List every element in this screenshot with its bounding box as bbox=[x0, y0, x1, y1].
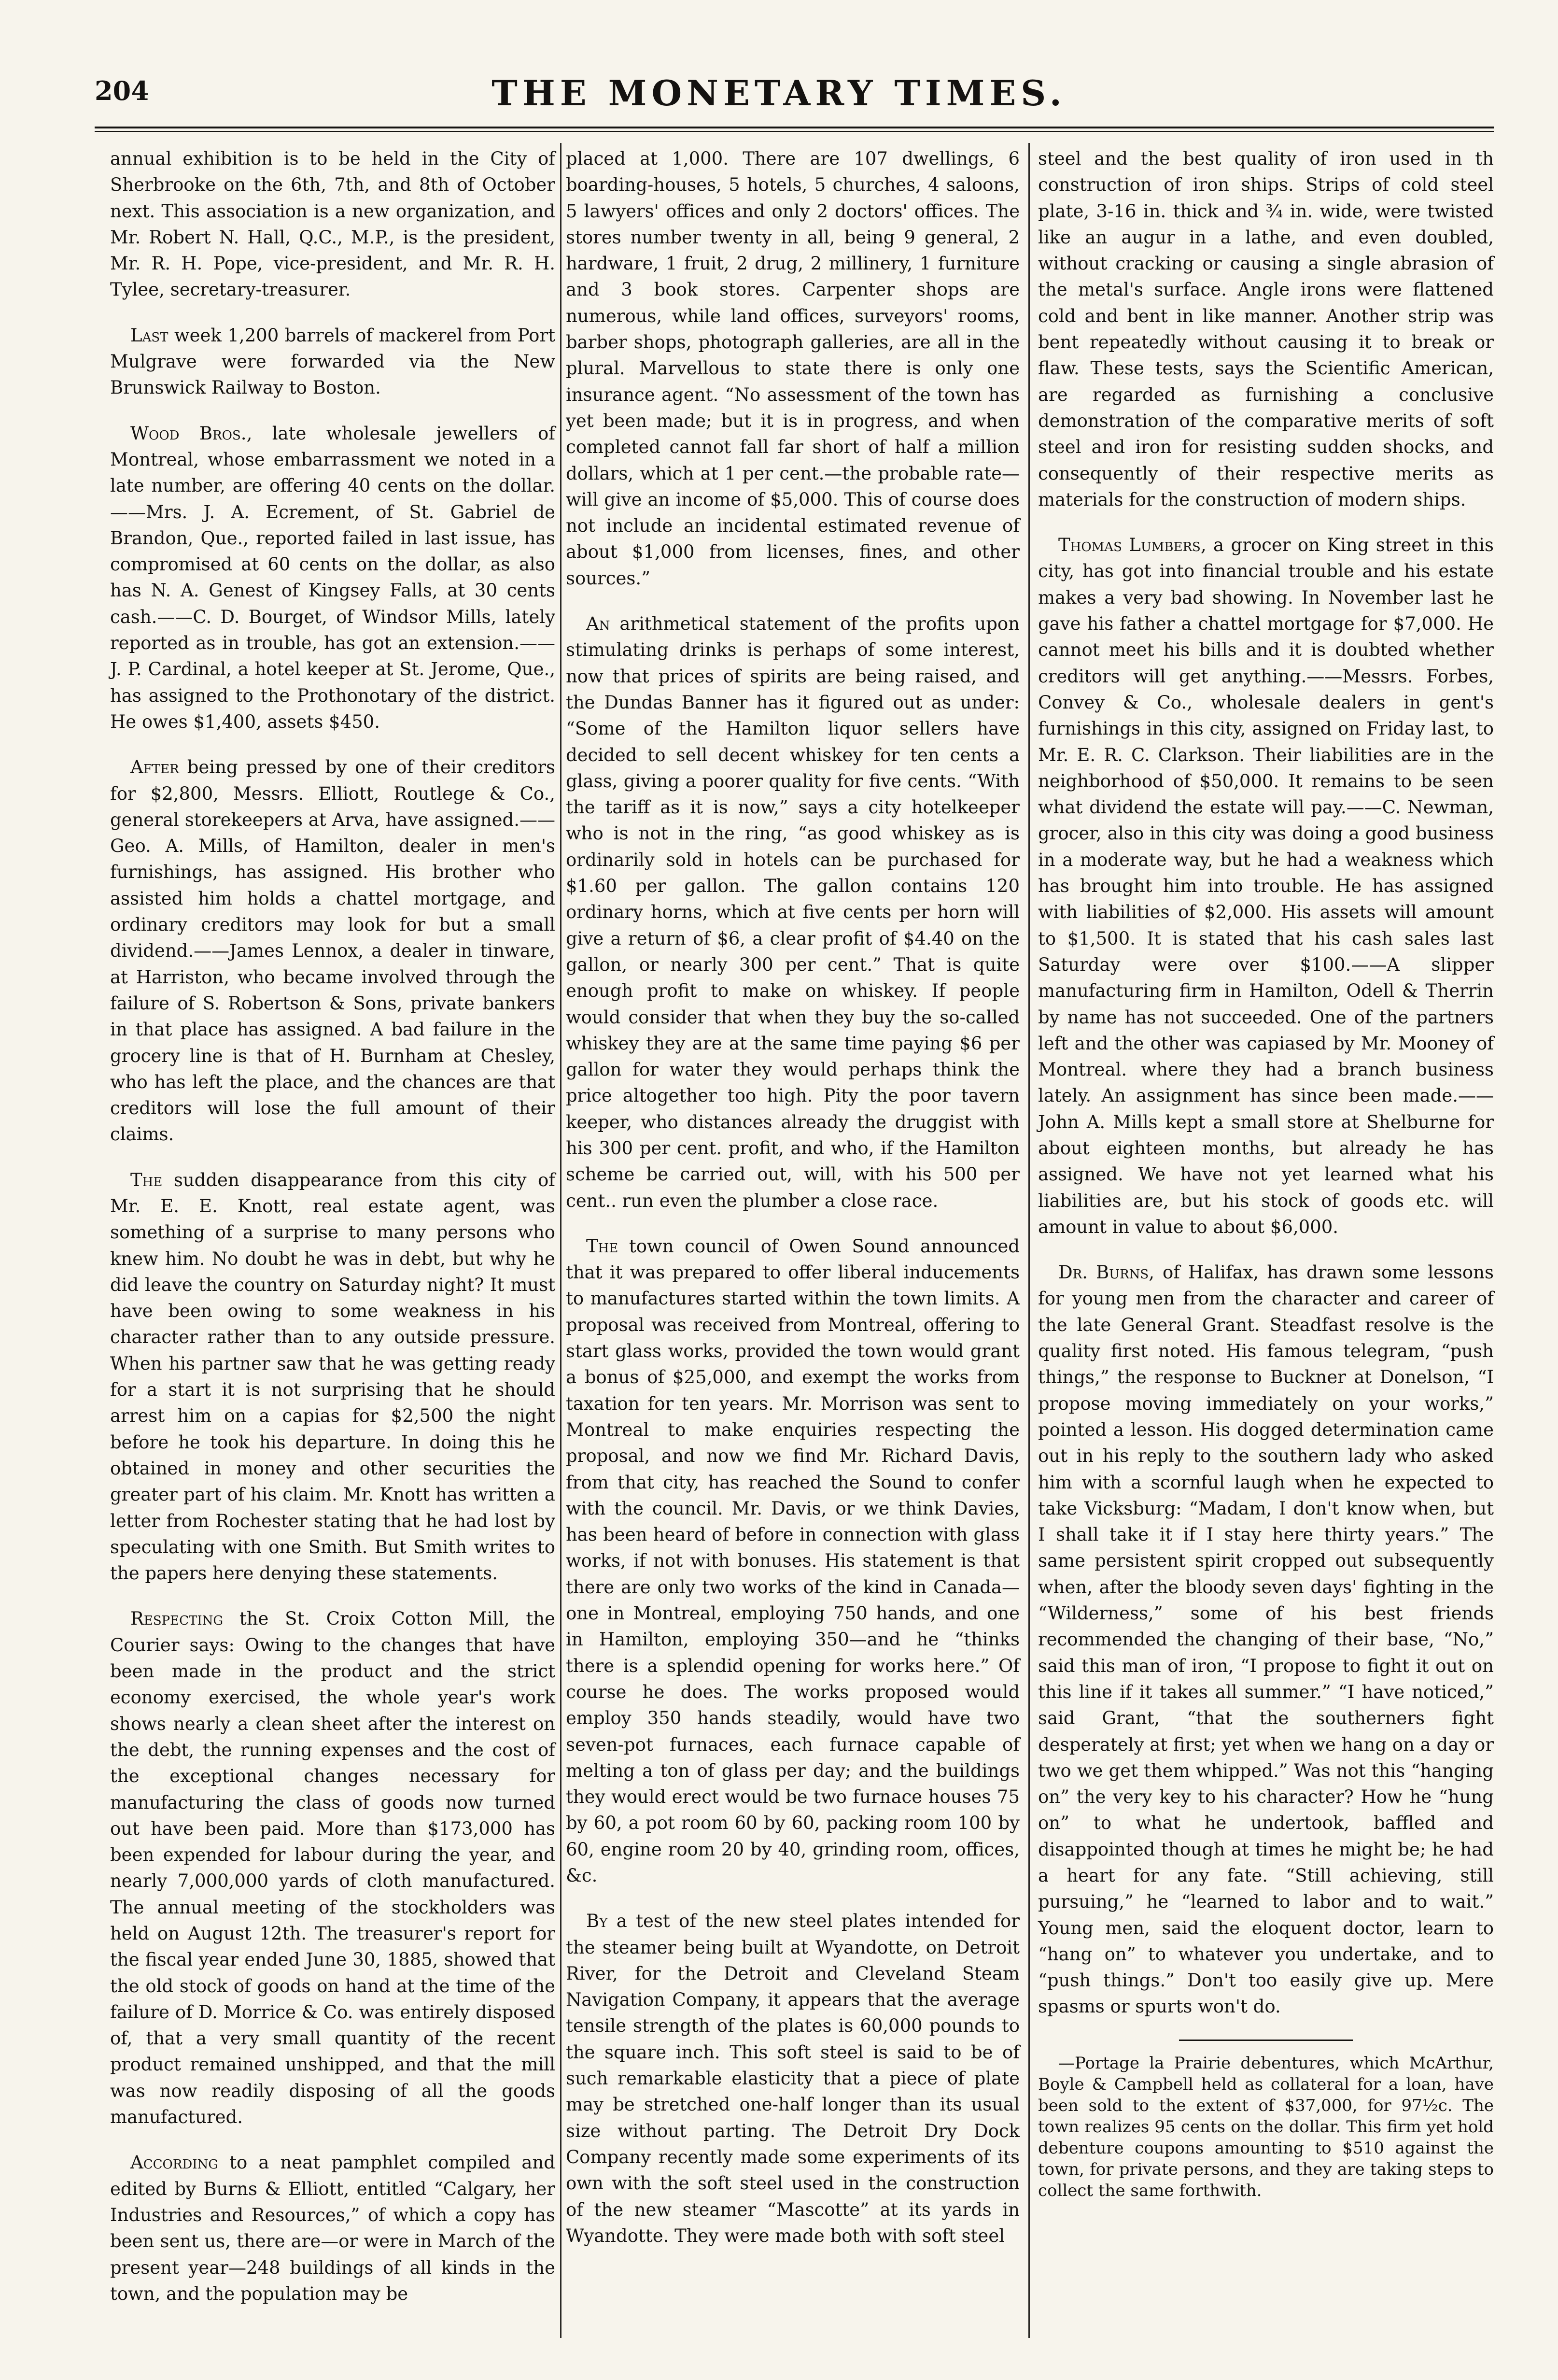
article-paragraph: Respecting the St. Croix Cotton Mill, the Courier says: Owing to the changes that have been made in the product and the strict economy exercised, the whole year's work shows nearly a clean sheet after the interest on the debt, the running expenses and the cost of the exceptional changes necessary for manufacturing the class of goods now turned out have been paid. More than $173,000 has been expended for labour during the year, and nearly 7,000,000 yards of cloth manufactured. The annual meeting of the stockholders was held on August 12th. The treasurer's report for the fiscal year ended June 30, 1885, showed that the old stock of goods on hand at the time of the failure of D. Morrice & Co. was entirely disposed of, that a very small quantity of the recent product remained unshipped, and that the mill was now readily disposing of all the goods manufactured. bbox=[110, 1608, 555, 2128]
news-note: —Portage la Prairie debentures, which McArthur, Boyle & Campbell held as collateral for a loan, have been sold to the extent of $37,000, for 97½c. The town realizes 95 cents on the dollar. This firm yet hold debenture coupons amounting to $510 against the town, for private persons, and they are taking steps to collect the same forthwith. bbox=[1038, 2053, 1494, 2200]
article-paragraph: Last week 1,200 barrels of mackerel from Port Mulgrave were forwarded via the New Brunswick Railway to Boston. bbox=[110, 325, 555, 398]
article-paragraph: The sudden disappearance from this city of Mr. E. E. Knott, real estate agent, was something of a surprise to many persons who knew him. No doubt he was in debt, but why he did leave the country on Saturday night? It must have been owing to some weakness in his character rather than to any outside pressure. When his partner saw that he was getting ready for a start it is not surprising that he should arrest him on a capias for $2,500 the night before he took his departure. In doing this he obtained in money and other securities the greater part of his claim. Mr. Knott has written a letter from Rochester stating that he had lost by speculating with one Smith. But Smith writes to the papers here denying these statements. bbox=[110, 1169, 555, 1584]
column-2 bbox=[566, 146, 1020, 2268]
article-paragraph: By a test of the new steel plates intended for the steamer being built at Wyandotte, on Detroit River, for the Detroit and Cleveland Steam Navigation Company, it appears that the average tensile strength of the plates is 60,000 pounds to the square inch. This soft steel is said to be of such remarkable elasticity that a piece of plate may be stretched one-half longer than its usual size without parting. The Detroit Dry Dock Company recently made some experiments of its own with the soft steel used in the construction of the new steamer “Mascotte” at its yards in Wyandotte. They were made both with soft steel bbox=[566, 1911, 1020, 2246]
article-paragraph: After being pressed by one of their creditors for $2,800, Messrs. Elliott, Routlege & Co., general storekeepers at Arva, have assigned.——Geo. A. Mills, of Hamilton, dealer in men's furnishings, has assigned. His brother who assisted him holds a chattel mortgage, and ordinary creditors may look for but a small dividend.——James Lennox, a dealer in tinware, at Harriston, who became involved through the failure of S. Robertson & Sons, private bankers in that place has assigned. A bad failure in the grocery line is that of H. Burnham at Chesley, who has left the place, and the chances are that creditors will lose the full amount of their claims. bbox=[110, 757, 555, 1145]
article-paragraph: steel and the best quality of iron used in th construction of iron ships. Strips of cold steel plate, 3-16 in. thick and ¾ in. wide, were twisted like an augur in a lathe, and even doubled, without cracking or causing a single abrasion of the metal's surface. Angle irons were flattened cold and bent in like manner. Another strip was bent repeatedly without causing it to break or flaw. These tests, says the Scientific American, are regarded as furnishing a conclusive demonstration of the comparative merits of soft steel and iron for resisting sudden shocks, and consequently of their respective merits as materials for the construction of modern ships. bbox=[1038, 148, 1494, 510]
column-divider bbox=[560, 143, 561, 2338]
column-divider bbox=[1028, 143, 1030, 2338]
header-rule bbox=[95, 127, 1494, 132]
page-number: 204 bbox=[95, 75, 149, 106]
article-paragraph: Wood Bros., late wholesale jewellers of Montreal, whose embarrassment we noted in a late number, are offering 40 cents on the dollar.——Mrs. J. A. Ecrement, of St. Gabriel de Brandon, Que., reported failed in last issue, has compromised at 60 cents on the dollar, as also has N. A. Genest of Kingsey Falls, at 30 cents cash.——C. D. Bourget, of Windsor Mills, lately reported as in trouble, has got an extension.——J. P. Cardinal, a hotel keeper at St. Jerome, Que., has assigned to the Prothonotary of the district. He owes $1,400, assets $450. bbox=[110, 423, 556, 732]
article-paragraph: An arithmetical statement of the profits upon stimulating drinks is perhaps of some interest, now that prices of spirits are being raised, and the Dundas Banner has it figured out as under: “Some of the Hamilton liquor sellers have decided to sell decent whiskey for ten cents a glass, giving a poorer quality for five cents. “With the tariff as it is now,” says a city hotelkeeper who is not in the ring, “as good whiskey as is ordinarily sold in hotels can be purchased for $1.60 per gallon. The gallon contains 120 ordinary horns, which at five cents per horn will give a return of $6, a clear profit of $4.40 on the gallon, or nearly 300 per cent.” That is quite enough profit to make on whiskey. If people would consider that when they buy the so-called whiskey they are at the same time paying $6 per gallon for water they would perhaps think the price altogether too high. Pity the poor tavern keeper, who distances already the druggist with his 300 per cent. profit, and who, if the Hamilton scheme be carried out, will, with his 500 per cent.. run even the plumber a close race. bbox=[566, 613, 1020, 1211]
article-paragraph: placed at 1,000. There are 107 dwellings, 6 boarding-houses, 5 hotels, 5 churches, 4 saloons, 5 lawyers' offices and only 2 doctors' offices. The stores number twenty in all, being 9 general, 2 hardware, 1 fruit, 2 drug, 2 millinery, 1 furniture and 3 book stores. Carpenter shops are numerous, while land offices, surveyors' rooms, barber shops, photograph galleries, are all in the plural. Marvellous to state there is only one insurance agent. “No assessment of the town has yet been made; but it is in progress, and when completed cannot fall far short of half a million dollars, which at 1 per cent.—the probable rate—will give an income of $5,000. This of course does not include an incidental estimated revenue of about $1,000 from licenses, fines, and other sources.” bbox=[566, 148, 1020, 589]
section-separator bbox=[1179, 2040, 1353, 2041]
article-paragraph: Thomas Lumbers, a grocer on King street in this city, has got into financial trouble and his estate makes a very bad showing. In November last he gave his father a chattel mortgage for $7,000. He cannot meet his bills and it is doubted whether creditors will get anything.——Messrs. Forbes, Convey & Co., wholesale dealers in gent's furnishings in this city, assigned on Friday last, to Mr. E. R. C. Clarkson. Their liabilities are in the neighborhood of $50,000. It remains to be seen what dividend the estate will pay.——C. Newman, grocer, also in this city was doing a good business in a moderate way, but he had a weakness which has brought him into trouble. He has assigned with liabilities of $2,000. His assets will amount to $1,500. It is stated that his cash sales last Saturday were over $100.——A slipper manufacturing firm in Hamilton, Odell & Therrin by name has not succeeded. One of the partners left and the other was capiased by Mr. Mooney of Montreal. where they had a branch business lately. An assignment has since been made.——John A. Mills kept a small store at Shelburne for about eighteen months, but already he has assigned. We have not yet learned what his liabilities are, but his stock of goods etc. will amount in value to about $6,000. bbox=[1038, 535, 1494, 1237]
article-paragraph: Dr. Burns, of Halifax, has drawn some lessons for young men from the character and career of the late General Grant. Steadfast resolve is the quality first noted. His famous telegram, “push things,” the response to Buckner at Donelson, “I propose moving immediately on your works,” pointed a lesson. His dogged determination came out in his reply to the southern lady who asked him with a scornful laugh when he expected to take Vicksburg: “Madam, I don't know when, but I shall take it if I stay here thirty years.” The same persistent spirit cropped out subsequently when, after the bloody seven days' fighting in the “Wilderness,” some of his best friends recommended the changing of their base, “No,” said this man of iron, “I propose to fight it out on this line if it takes all summer.” “I have noticed,” said Grant, “that the southerners fight desperately at first; yet when we hang on a day or two we get them whipped.” Was not this “hanging on” the very key to his character? How he “hung on” to what he undertook, baffled and disappointed though at times he might be; he had a heart for any fate. “Still achieving, still pursuing,” he “learned to labor and to wait.” Young men, said the eloquent doctor, learn to “hang on” to whatever you undertake, and to “push things.” Don't too easily give up. Mere spasms or spurts won't do. bbox=[1038, 1262, 1494, 2017]
column-1 bbox=[110, 146, 555, 2326]
article-paragraph: According to a neat pamphlet compiled and edited by Burns & Elliott, entitled “Calgary, her Industries and Resources,” of which a copy has been sent us, there are—or were in March of the present year—248 buildings of all kinds in the town, and the population may be bbox=[110, 2152, 555, 2304]
column-3 bbox=[1038, 146, 1494, 2221]
masthead-title: THE MONETARY TIMES. bbox=[491, 72, 1067, 113]
article-paragraph: The town council of Owen Sound announced that it was prepared to offer liberal inducements to manufactures started within the town limits. A proposal was received from Montreal, offering to start glass works, provided the town would grant a bonus of $25,000, and exempt the works from taxation for ten years. Mr. Morrison was sent to Montreal to make enquiries respecting the proposal, and now we find Mr. Richard Davis, from that city, has reached the Sound to confer with the council. Mr. Davis, or we think Davies, has been heard of before in connection with glass works, if not with bonuses. His statement is that there are only two works of the kind in Canada—one in Montreal, employing 750 hands, and one in Hamilton, employing 350—and he “thinks there is a splendid opening for works here.” Of course he does. The works proposed would employ 350 hands steadily, would have two seven-pot furnaces, each furnace capable of melting a ton of glass per day; and the buildings they would erect would be two furnace houses 75 by 60, a pot room 60 by 60, packing room 100 by 60, engine room 20 by 40, grinding room, offices, &c. bbox=[566, 1235, 1020, 1886]
article-paragraph: annual exhibition is to be held in the City of Sherbrooke on the 6th, 7th, and 8th of October next. This association is a new organization, and Mr. Robert N. Hall, Q.C., M.P., is the president, Mr. R. H. Pope, vice-president, and Mr. R. H. Tylee, secretary-treasurer. bbox=[110, 148, 555, 300]
